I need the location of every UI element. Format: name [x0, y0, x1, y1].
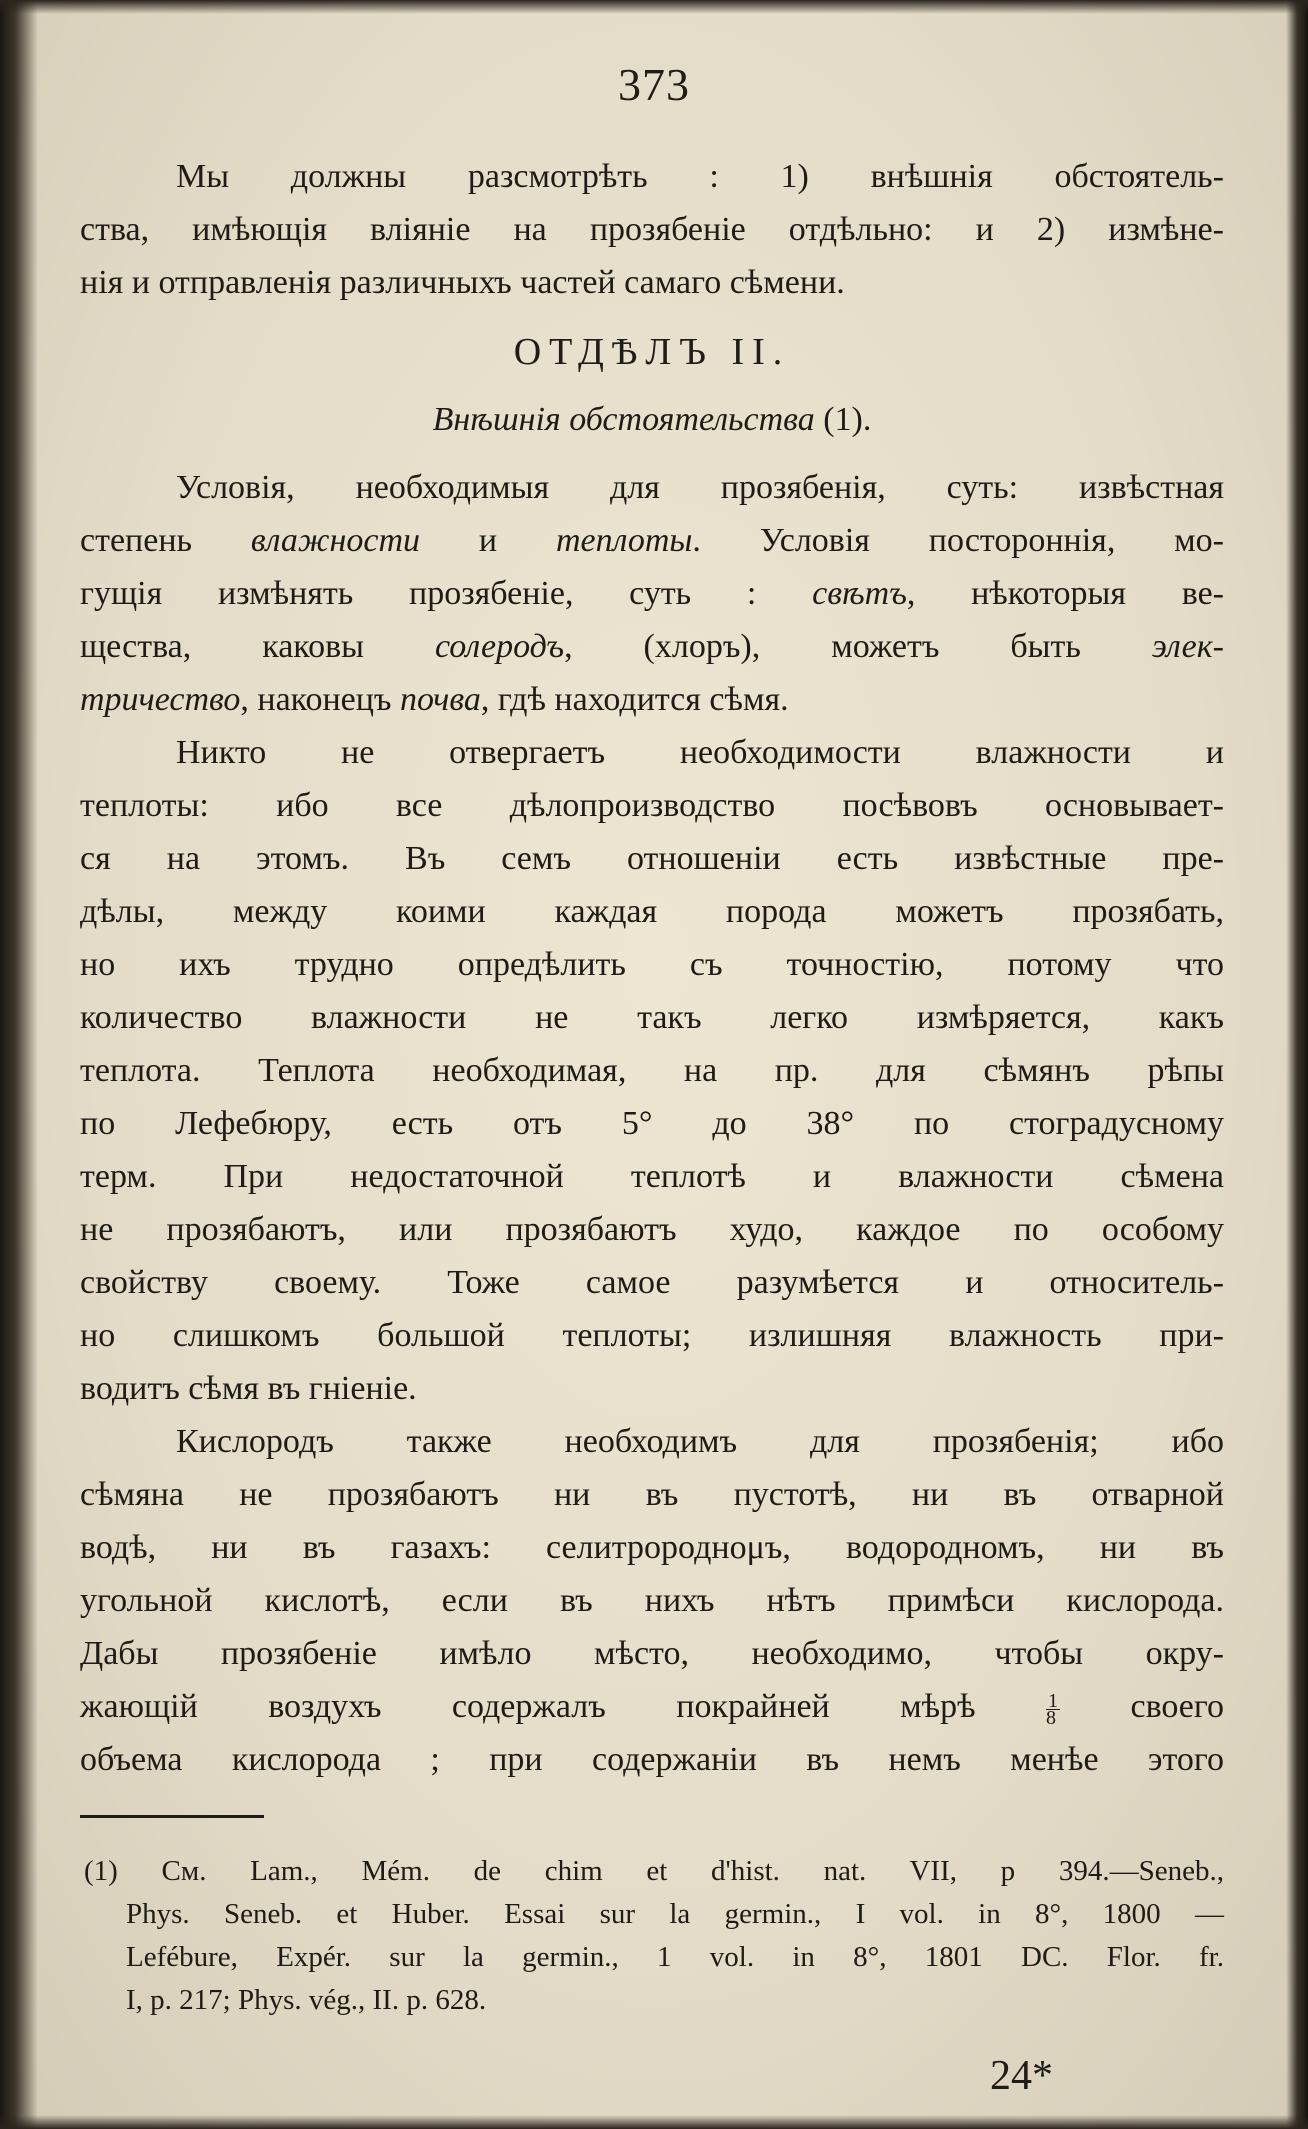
italic-term: влажности [250, 522, 421, 559]
text-line: сѣмяна не прозябаютъ ни въ пустотѣ, ни въ отварной [80, 1476, 1224, 1513]
printer-signature-mark: 24* [990, 2053, 1053, 2099]
footnote-line: Lefébure, Expér. sur la germin., 1 vol. in 8°, 1801 DC. Flor. fr. [126, 1941, 1224, 1973]
text-line: Никто не отвергаетъ необходимости влажности и [176, 734, 1224, 771]
text-line: свойству своему. Тоже самое разумѣется и относитель- [80, 1264, 1224, 1301]
italic-term: свѣтъ [812, 575, 907, 612]
footnote-separator [80, 1815, 264, 1818]
page-shadow-bottom [0, 2115, 1308, 2129]
italic-term: тричество [80, 681, 241, 718]
footnote-line: I, p. 217; Phys. vég., II. p. 628. [126, 1984, 487, 2016]
text-line: водитъ сѣмя въ гніеніе. [80, 1370, 417, 1407]
subtitle-footnote-ref: (1). [823, 401, 872, 438]
footnote-line: Phys. Seneb. et Huber. Essai sur la germin., I vol. in 8°, 1800 — [126, 1898, 1224, 1930]
text-line: теплота. Теплота необходимая, на пр. для сѣмянъ рѣпы [80, 1052, 1224, 1089]
main-text [80, 150, 1224, 1786]
text-line [80, 461, 1224, 514]
text-line: но слишкомъ большой теплоты; излишняя влажность при- [80, 1317, 1224, 1354]
text-line [80, 567, 1224, 620]
text-line: Дабы прозябеніе имѣло мѣсто, необходимо, чтобы окру- [80, 1635, 1224, 1672]
text-line: терм. При недостаточной теплотѣ и влажности сѣмена [80, 1158, 1224, 1195]
fraction-denominator: 8 [1046, 1706, 1057, 1729]
text-line: по Лефебюру, есть отъ 5° до 38° по стоградусному [80, 1105, 1224, 1142]
text-fragment: своего [1130, 1688, 1225, 1725]
page-shadow-right [1286, 0, 1308, 2129]
page-number: 373 [618, 59, 690, 110]
section-subtitle [80, 391, 1224, 461]
text-line [80, 620, 1224, 673]
text-fragment: щества, каковы [80, 628, 435, 665]
section-title: ОТДѢЛЪ II. [513, 331, 791, 373]
text-fragment: , (хлоръ), можетъ быть [564, 628, 1152, 665]
text-fragment: Условія, необходимыя для прозябенія, суть: извѣстная [176, 469, 1224, 506]
fraction-numerator: 1 [1048, 1689, 1059, 1712]
italic-term: солеродъ [434, 628, 565, 665]
italic-term: теплоты [555, 522, 693, 559]
text-fragment: гущія измѣнять прозябеніе, суть : [80, 575, 813, 612]
text-fragment: степень [80, 522, 251, 559]
page-shadow-top [0, 0, 1308, 14]
text-fragment: и [420, 522, 556, 559]
text-fragment: , нѣкоторыя ве- [906, 575, 1224, 612]
paragraph-conditions [80, 461, 1224, 726]
text-line: объема кислорода ; при содержаніи въ немъ менѣе этого [80, 1741, 1224, 1778]
italic-term: элек- [1151, 628, 1224, 665]
paragraph-moisture-heat [80, 726, 1224, 1415]
text-line: ства, имѣющія вліяніе на прозябеніе отдѣльно: и 2) измѣне- [80, 211, 1224, 248]
text-line: нія и отправленія различныхъ частей самаго сѣмени. [80, 264, 845, 301]
footnote-line: (1) См. Lam., Mém. de chim et d'hist. nat. VII, p 394.—Seneb., [84, 1855, 1224, 1887]
text-line: угольной кислотѣ, если въ нихъ нѣтъ примѣси кислорода. [80, 1582, 1224, 1619]
text-line: не прозябаютъ, или прозябаютъ худо, каждое по особому [80, 1211, 1224, 1248]
footnote [84, 1850, 1224, 2022]
text-line-with-fraction [80, 1680, 1224, 1733]
text-line: водѣ, ни въ газахъ: селитророднομъ, водородномъ, ни въ [80, 1529, 1224, 1566]
text-line: Кислородъ также необходимъ для прозябенія; ибо [176, 1423, 1224, 1460]
text-line: дѣлы, между коими каждая порода можетъ прозябать, [80, 893, 1224, 930]
text-line [80, 514, 1224, 567]
page-shadow-left [0, 0, 38, 2129]
text-fragment: . Условія постороннія, мо- [692, 522, 1225, 559]
subtitle-italic: Внѣшнія обстоятельства [432, 401, 815, 438]
text-line: теплоты: ибо все дѣлопроизводство посѣвовъ основывает- [80, 787, 1224, 824]
text-line: но ихъ трудно опредѣлить съ точностію, потому что [80, 946, 1224, 983]
text-fragment: , наконецъ [240, 681, 401, 718]
fraction-one-eighth [1046, 1689, 1060, 1729]
text-line: Мы должны разсмотрѣть : 1) внѣшнія обстоятель- [176, 158, 1224, 195]
text-line: ся на этомъ. Въ семъ отношеніи есть извѣстные пре- [80, 840, 1224, 877]
text-fragment: жающій воздухъ содержалъ покрайней мѣрѣ [80, 1688, 976, 1725]
italic-term: почва [400, 681, 481, 718]
text-fragment: , гдѣ находится сѣмя. [480, 681, 789, 718]
text-line: количество влажности не такъ легко измѣряется, какъ [80, 999, 1224, 1036]
paragraph-oxygen [80, 1415, 1224, 1786]
text-line [80, 673, 1224, 726]
